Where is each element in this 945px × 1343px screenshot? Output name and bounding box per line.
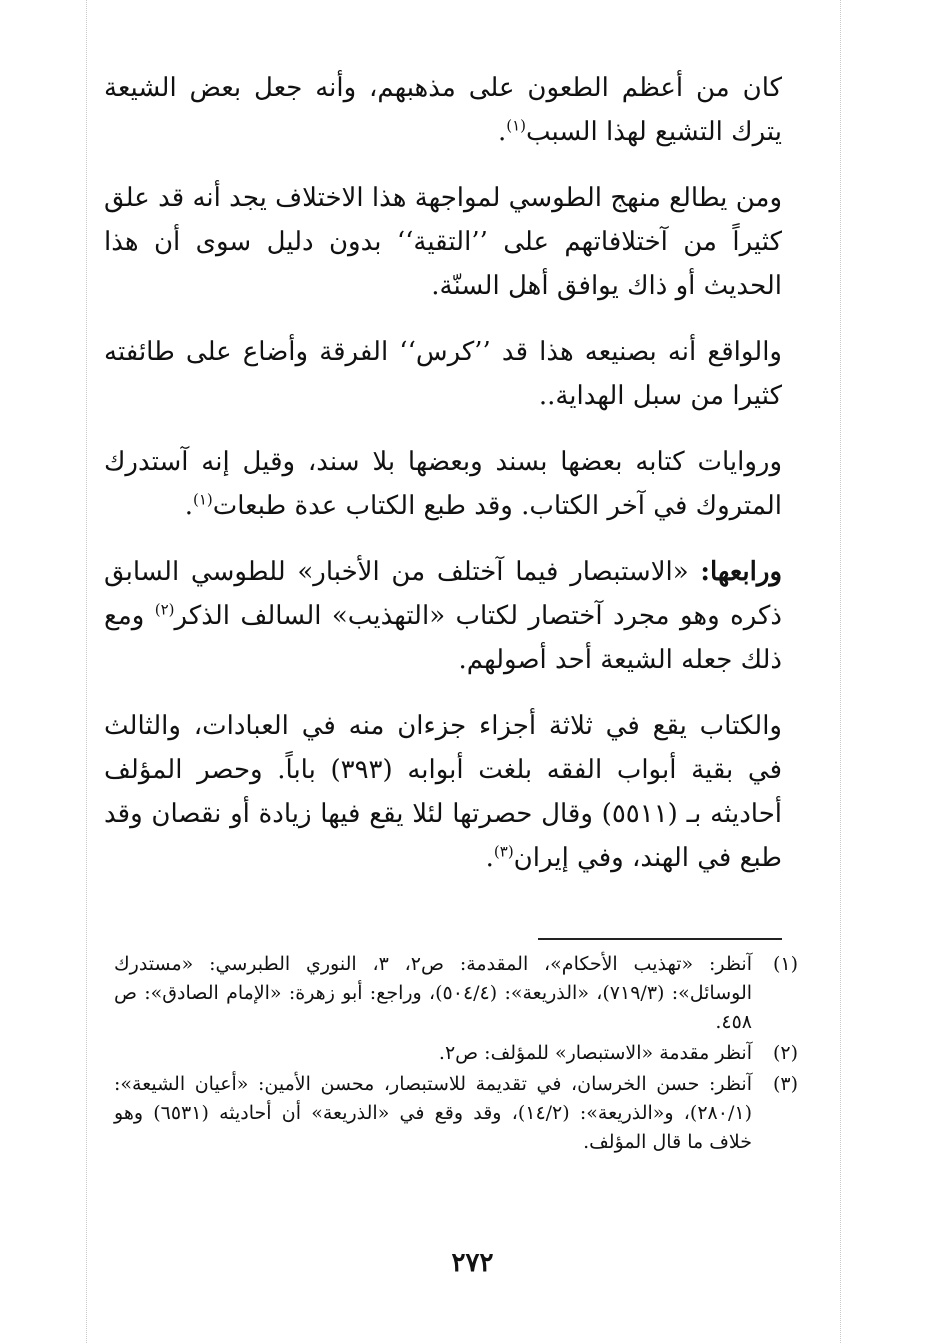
paragraph — [104, 176, 782, 308]
page-number: ٢٧٢ — [451, 1248, 494, 1278]
paragraph — [104, 440, 782, 528]
footnotes — [114, 950, 798, 1159]
paragraph — [104, 66, 782, 154]
paragraph-text: «الاستبصار فيما آختلف من الأخبار» للطوسي السابق ذكره وهو مجرد آختصار لكتاب «التهذيب» السالف الذكر — [104, 557, 782, 631]
paragraph-text: وروايات كتابه بعضها بسند وبعضها بلا سند، وقيل إنه آستدرك المتروك في آخر الكتاب. وقد طبع الكتاب عدة طبعات — [104, 447, 782, 521]
footnote-text: آنظر مقدمة «الاستبصار» للمؤلف: ص٢. — [438, 1042, 752, 1064]
paragraph-text: والكتاب يقع في ثلاثة أجزاء جزءان منه في العبادات، والثالث في بقية أبواب الفقه بلغت أبوابه (٣٩٣) باباً. وحصر المؤلف أحاديثه بـ (٥٥١١) وقال حصرتها لئلا يقع فيها زيادة أو نقصان وقد طبع في الهند، وفي إيران — [104, 711, 782, 873]
body-text — [104, 66, 782, 902]
footnote — [114, 950, 798, 1037]
footnote-text: آنظر: حسن الخرسان، في تقديمة للاستبصار، محسن الأمين: «أعيان الشيعة»: (٢٨٠/١)، و«الذريعة»: (١٤/٢)، وقد وقع في «الذريعة» أن أحاديثه (٦٥٣١) وهو خلاف ما قال المؤلف. — [114, 1073, 752, 1153]
footnote — [114, 1039, 798, 1068]
paragraph-tail: . — [497, 117, 507, 147]
paragraph — [104, 704, 782, 880]
footnote — [114, 1070, 798, 1157]
footnote-number: (١) — [772, 953, 798, 975]
paragraph-text: والواقع أنه بصنيعه هذا قد ’’كرس‘‘ الفرقة وأضاع على طائفته كثيرا من سبل الهداية.. — [104, 337, 782, 411]
margin-dots-left — [86, 0, 87, 1343]
paragraph-lead: ورابعها: — [700, 557, 782, 587]
footnote-text: آنظر: «تهذيب الأحكام»، المقدمة: ص٢، ٣، النوري الطبرسي: «مستدرك الوسائل»: (٧١٩/٣)، «الذريعة»: (٥٠٤/٤)، وراجع: أبو زهرة: «الإمام الصادق»: ص ٤٥٨. — [114, 953, 753, 1033]
footnote-ref: (٣) — [493, 842, 514, 861]
paragraph-text: ومن يطالع منهج الطوسي لمواجهة هذا الاختلاف يجد أنه قد علق كثيراً من آختلافاتهم على ’’التقية‘‘ بدون دليل سوى أن هذا الحديث أو ذاك يوافق أهل السنّة. — [104, 183, 782, 301]
paragraph-tail: . — [184, 491, 193, 521]
footnote-number: (٣) — [772, 1073, 798, 1095]
footnote-ref: (١) — [192, 490, 213, 509]
paragraph-text: كان من أعظم الطعون على مذهبهم، وأنه جعل بعض الشيعة يترك التشيع لهذا السبب — [104, 73, 782, 147]
margin-dots-right — [840, 0, 841, 1343]
paragraph — [104, 330, 782, 418]
footnote-ref: (٢) — [154, 600, 175, 619]
paragraph — [104, 550, 782, 682]
footnote-separator — [538, 938, 782, 940]
paragraph-tail: ومع ذلك جعله الشيعة أحد أصولهم. — [104, 601, 782, 675]
paragraph-tail: . — [485, 843, 494, 873]
footnote-number: (٢) — [772, 1042, 798, 1064]
footnote-ref: (١) — [506, 116, 526, 135]
